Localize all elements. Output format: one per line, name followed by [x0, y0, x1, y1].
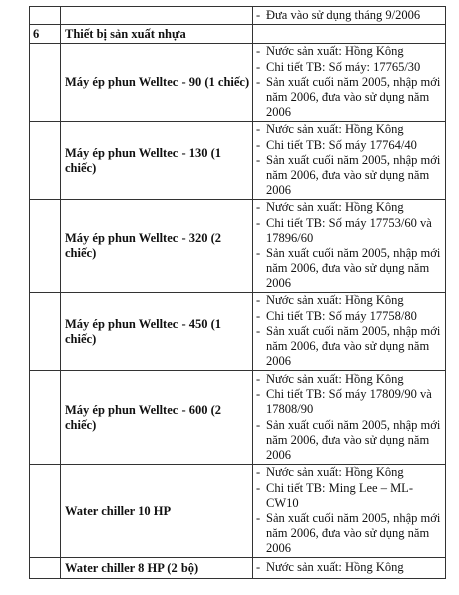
section-title: Thiết bị sản xuất nhựa [61, 25, 253, 44]
equipment-table [29, 6, 446, 579]
detail-list [253, 44, 445, 120]
detail-item: - Nước sản xuất: Hồng Kông [266, 560, 443, 575]
equipment-name: Máy ép phun Welltec - 450 (1 chiếc) [61, 293, 253, 371]
detail-item: - Chi tiết TB: Số máy 17764/40 [266, 138, 443, 153]
detail-list [253, 372, 445, 463]
detail-list [253, 200, 445, 291]
detail-item: - Nước sản xuất: Hồng Kông [266, 293, 443, 308]
detail-item: - Chi tiết TB: Số máy 17753/60 và 17896/60 [266, 216, 443, 246]
equipment-name: Water chiller 8 HP (2 bộ) [61, 558, 253, 579]
detail-item: - Sản xuất cuối năm 2005, nhập mới năm 2006, đưa vào sử dụng năm 2006 [266, 75, 443, 121]
equipment-name: Water chiller 10 HP [61, 465, 253, 558]
table-row [30, 200, 446, 293]
table-row [30, 465, 446, 558]
detail-item: - Sản xuất cuối năm 2005, nhập mới năm 2006, đưa vào sử dụng năm 2006 [266, 246, 443, 292]
detail-item: - Nước sản xuất: Hồng Kông [266, 372, 443, 387]
detail-item: - Đưa vào sử dụng tháng 9/2006 [266, 8, 443, 23]
detail-list [253, 122, 445, 198]
detail-item: - Nước sản xuất: Hồng Kông [266, 465, 443, 480]
table-row [30, 44, 446, 122]
equipment-name: Máy ép phun Welltec - 600 (2 chiếc) [61, 371, 253, 465]
detail-list [253, 8, 445, 23]
table-row [30, 558, 446, 579]
detail-item: - Chi tiết TB: Số máy 17758/80 [266, 309, 443, 324]
detail-item: - Nước sản xuất: Hồng Kông [266, 44, 443, 59]
detail-item: - Chi tiết TB: Ming Lee – ML-CW10 [266, 481, 443, 511]
detail-item: - Chi tiết TB: Số máy 17809/90 và 17808/90 [266, 387, 443, 417]
detail-item: - Chi tiết TB: Số máy: 17765/30 [266, 60, 443, 75]
detail-item: - Sản xuất cuối năm 2005, nhập mới năm 2006, đưa vào sử dụng năm 2006 [266, 418, 443, 464]
table-row [30, 371, 446, 465]
detail-item: - Sản xuất cuối năm 2005, nhập mới năm 2006, đưa vào sử dụng năm 2006 [266, 511, 443, 557]
table-row [30, 7, 446, 25]
equipment-name: Máy ép phun Welltec - 90 (1 chiếc) [61, 44, 253, 122]
table-row [30, 122, 446, 200]
equipment-name: Máy ép phun Welltec - 320 (2 chiếc) [61, 200, 253, 293]
section-row [30, 25, 446, 44]
detail-item: - Nước sản xuất: Hồng Kông [266, 200, 443, 215]
equipment-name: Máy ép phun Welltec - 130 (1 chiếc) [61, 122, 253, 200]
table-row [30, 293, 446, 371]
detail-list [253, 293, 445, 369]
detail-item: - Nước sản xuất: Hồng Kông [266, 122, 443, 137]
detail-list [253, 560, 445, 575]
section-index: 6 [30, 25, 61, 44]
detail-list [253, 465, 445, 556]
detail-item: - Sản xuất cuối năm 2005, nhập mới năm 2006, đưa vào sử dụng năm 2006 [266, 153, 443, 199]
detail-item: - Sản xuất cuối năm 2005, nhập mới năm 2006, đưa vào sử dụng năm 2006 [266, 324, 443, 370]
